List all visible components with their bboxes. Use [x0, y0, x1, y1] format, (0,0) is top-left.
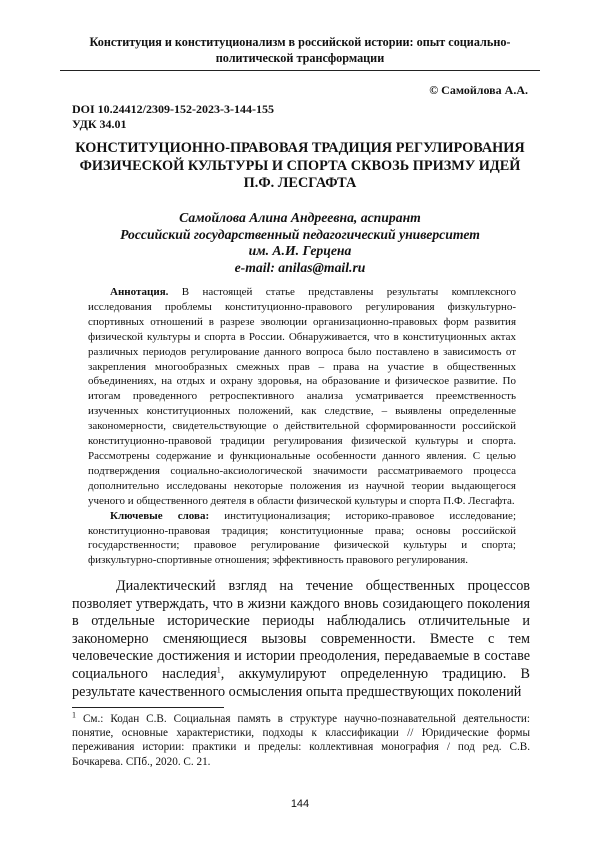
author-email: e-mail: anilas@mail.ru	[72, 260, 528, 277]
running-header	[60, 34, 540, 66]
author-affiliation-line-1: Российский государственный педагогический университет	[72, 227, 528, 244]
footnote-paragraph	[72, 712, 530, 769]
footnote-text: См.: Кодан С.В. Социальная память в структуре научно-познавательной деятельности: понятие, основные характеристики, подходы к классификации // Юридические формы переживания истории: практики и пределы: коллективная монография / под ред. С.В. Бочкарева. СПб., 2020. С. 21.	[72, 713, 530, 768]
abstract-block	[88, 285, 516, 568]
journal-page	[0, 0, 600, 848]
keywords-text: институционализация; историко-правовое исследование; конституционно-правовая традиция; конституционные права; основы российской государственности; правовое регулирование физической культуры и спорта; физкультурно-спортивные отношения; эффективность правового регулирования.	[88, 510, 516, 567]
author-block	[72, 210, 528, 276]
udc-label: УДК 34.01	[72, 117, 274, 132]
main-text	[72, 578, 530, 701]
keywords-label: Ключевые слова:	[110, 510, 209, 522]
body-paragraph	[72, 578, 530, 701]
footnote-reference[interactable]: 1	[217, 665, 221, 674]
page-number: 144	[0, 798, 600, 810]
keywords-paragraph	[88, 509, 516, 569]
abstract-text: В настоящей статье представлены результаты комплексного исследования проблемы конституционно-правового регулирования физкультурно-спортивных отношений в разрезе эволюции организационно-правовых форм развития физической культуры и спорта в России. Обнаруживается, что в конституционных актах различных периодов регулирование данного вопроса было поставлено в зависимость от закрепления многообразных смежных прав – права на участие в общественных объединениях, на отдых и охрану здоровья, на образование и физическое развитие. По итогам проведенного ретроспективного анализа усматривается преемственность изученных конституционных положений, как следствие, – выявлены определенные закономерности, свидетельствующие о действительной сформированности российской конституционно-правовой традиции регулирования физической культуры и спорта. Рассмотрены содержание и функциональные особенности данного явления. С целью подтверждения социально-аксиологической значимости рассматриваемого процесса дополнительно исследованы некоторые положения из научной теории выдающегося ученого и общественного деятеля в области физической культуры и спорта П.Ф. Лесгафта.	[88, 286, 516, 507]
footnote	[72, 712, 530, 769]
copyright-author: © Самойлова А.А.	[429, 83, 528, 98]
header-divider	[60, 70, 540, 71]
author-affiliation-line-2: им. А.И. Герцена	[72, 243, 528, 260]
title-line-3: П.Ф. ЛЕСГАФТА	[72, 175, 528, 193]
title-line-1: КОНСТИТУЦИОННО-ПРАВОВАЯ ТРАДИЦИЯ РЕГУЛИРОВАНИЯ	[72, 140, 528, 158]
footnote-marker: 1	[72, 710, 76, 719]
abstract-label: Аннотация.	[110, 286, 168, 298]
article-title	[72, 140, 528, 193]
running-header-line-2: политической трансформации	[60, 50, 540, 66]
body-text-part-2: , аккумулируют определенную традицию. В результате качественного осмысления опыта предшествующих поколений	[72, 666, 530, 700]
author-name: Самойлова Алина Андреевна, аспирант	[72, 210, 528, 227]
doi-label: DOI 10.24412/2309-152-2023-3-144-155	[72, 102, 274, 117]
article-identifiers	[72, 102, 274, 132]
abstract-paragraph	[88, 285, 516, 509]
footnote-divider	[72, 707, 224, 708]
title-line-2: ФИЗИЧЕСКОЙ КУЛЬТУРЫ И СПОРТА СКВОЗЬ ПРИЗМУ ИДЕЙ	[72, 158, 528, 176]
body-text-part-1: Диалектический взгляд на течение общественных процессов позволяет утверждать, что в жизни каждого вновь созидающего поколения в отдельные исторические периоды наблюдались отличительные и закономерно сменяющиеся вызовы современности. Вместе с тем человеческие достижения и истории преодоления, передаваемые в составе социального наследия	[72, 578, 530, 682]
running-header-line-1: Конституция и конституционализм в российской истории: опыт социально-	[60, 34, 540, 50]
